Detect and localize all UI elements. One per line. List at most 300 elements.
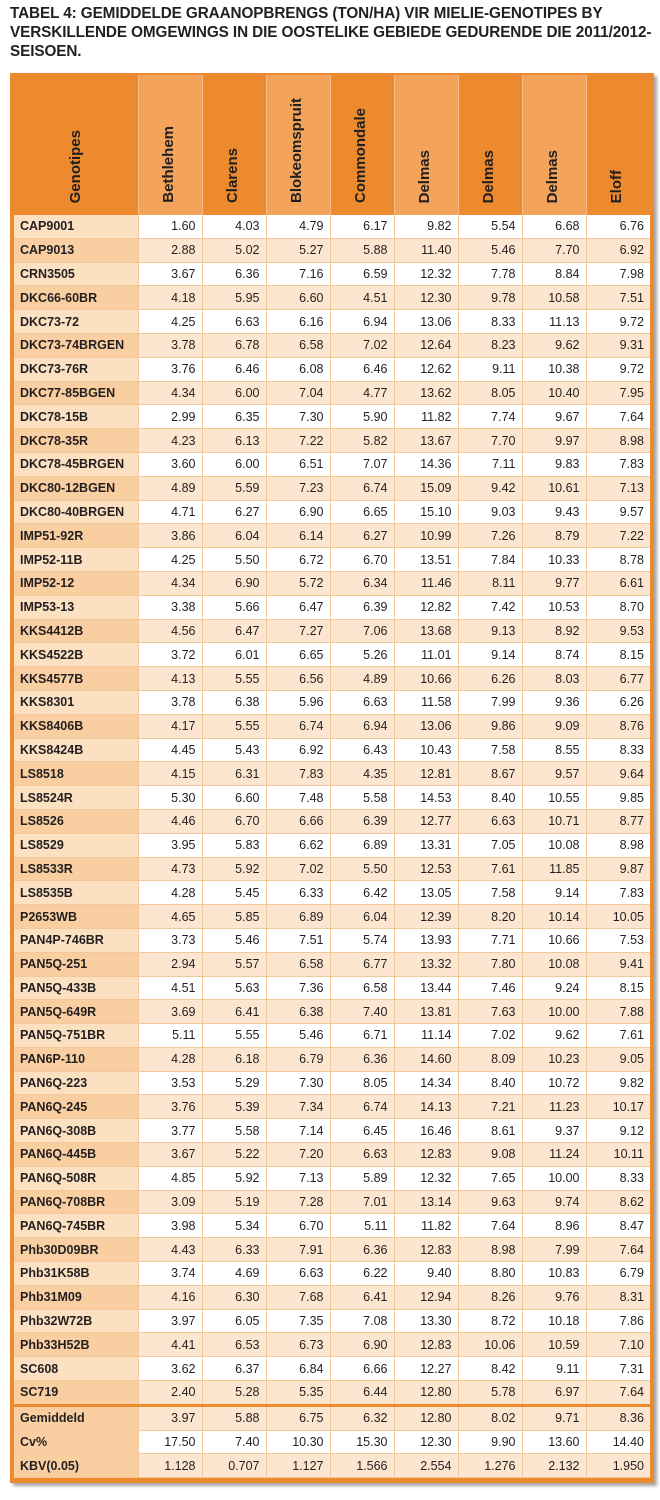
table-cell: 9.53 <box>586 619 650 643</box>
table-cell: 7.99 <box>458 690 522 714</box>
table-cell: 5.88 <box>330 238 394 262</box>
table-cell: 11.58 <box>394 690 458 714</box>
table-cell: 9.67 <box>522 405 586 429</box>
table-cell: 6.56 <box>266 667 330 691</box>
table-cell: 10.53 <box>522 595 586 619</box>
column-header-genotipes <box>14 75 138 215</box>
table-row <box>14 452 650 476</box>
table-cell: 7.88 <box>586 1000 650 1024</box>
table-cell: 7.40 <box>202 1430 266 1454</box>
table-title: TABEL 4: GEMIDDELDE GRAANOPBRENGS (TON/HA) VIR MIELIE-GENOTIPES BY VERSKILLENDE OMGEWINGS IN DIE OOSTELIKE GEBIEDE GEDURENDE DIE 2011/2012-SEISOEN. <box>10 5 652 60</box>
table-cell: 4.13 <box>138 667 202 691</box>
row-label: DKC73-76R <box>14 357 138 381</box>
table-cell: 6.34 <box>330 571 394 595</box>
row-label: KKS8406B <box>14 714 138 738</box>
table-cell: 6.62 <box>266 833 330 857</box>
table-cell: 4.69 <box>202 1262 266 1286</box>
table-cell: 6.53 <box>202 1333 266 1357</box>
table-cell: 13.30 <box>394 1309 458 1333</box>
table-cell: 6.22 <box>330 1262 394 1286</box>
table-row <box>14 1071 650 1095</box>
table-cell: 6.90 <box>266 500 330 524</box>
table-cell: 5.50 <box>330 857 394 881</box>
column-header-8 <box>586 75 650 215</box>
row-label: IMP51-92R <box>14 524 138 548</box>
table-cell: 8.98 <box>586 429 650 453</box>
table-cell: 6.90 <box>330 1333 394 1357</box>
table-cell: 7.11 <box>458 452 522 476</box>
table-cell: 7.36 <box>266 976 330 1000</box>
table-cell: 7.40 <box>330 1000 394 1024</box>
table-cell: 7.68 <box>266 1285 330 1309</box>
table-cell: 9.31 <box>586 333 650 357</box>
table-cell: 8.40 <box>458 786 522 810</box>
summary-row <box>14 1430 650 1454</box>
table-cell: 9.83 <box>522 452 586 476</box>
table-cell: 3.69 <box>138 1000 202 1024</box>
table-row <box>14 1143 650 1167</box>
table-row <box>14 1095 650 1119</box>
table-cell: 6.39 <box>330 595 394 619</box>
table-cell: 6.84 <box>266 1357 330 1381</box>
table-cell: 10.08 <box>522 833 586 857</box>
table-cell: 10.55 <box>522 786 586 810</box>
table-cell: 4.03 <box>202 215 266 238</box>
row-label: KKS8424B <box>14 738 138 762</box>
table-cell: 3.60 <box>138 452 202 476</box>
table-cell: 6.33 <box>202 1238 266 1262</box>
table-cell: 2.99 <box>138 405 202 429</box>
row-label: LS8533R <box>14 857 138 881</box>
table-row <box>14 571 650 595</box>
table-cell: 16.46 <box>394 1119 458 1143</box>
table-cell: 5.58 <box>330 786 394 810</box>
table-cell: 7.14 <box>266 1119 330 1143</box>
table-cell: 9.43 <box>522 500 586 524</box>
table-cell: 13.67 <box>394 429 458 453</box>
table-cell: 8.79 <box>522 524 586 548</box>
table-cell: 8.36 <box>586 1405 650 1430</box>
table-cell: 10.72 <box>522 1071 586 1095</box>
table-cell: 12.80 <box>394 1381 458 1406</box>
table-cell: 10.00 <box>522 1000 586 1024</box>
row-label: DKC78-35R <box>14 429 138 453</box>
table-cell: 5.57 <box>202 952 266 976</box>
table-cell: 10.00 <box>522 1166 586 1190</box>
table-cell: 5.92 <box>202 857 266 881</box>
table-cell: 15.30 <box>330 1430 394 1454</box>
row-label: DKC80-12BGEN <box>14 476 138 500</box>
table-cell: 6.05 <box>202 1309 266 1333</box>
row-label: IMP53-13 <box>14 595 138 619</box>
table-cell: 6.79 <box>266 1047 330 1071</box>
row-label: Phb31K58B <box>14 1262 138 1286</box>
table-cell: 8.72 <box>458 1309 522 1333</box>
table-cell: 6.45 <box>330 1119 394 1143</box>
table-cell: 8.55 <box>522 738 586 762</box>
column-header-label: Delmas <box>543 149 561 203</box>
table-cell: 5.54 <box>458 215 522 238</box>
table-cell: 6.47 <box>266 595 330 619</box>
table-cell: 11.82 <box>394 1214 458 1238</box>
table-cell: 10.59 <box>522 1333 586 1357</box>
row-label: DKC80-40BRGEN <box>14 500 138 524</box>
table-cell: 11.85 <box>522 857 586 881</box>
table-cell: 7.53 <box>586 928 650 952</box>
table-cell: 13.93 <box>394 928 458 952</box>
table-cell: 4.56 <box>138 619 202 643</box>
table-cell: 6.78 <box>202 333 266 357</box>
table-cell: 8.98 <box>586 833 650 857</box>
table-cell: 7.63 <box>458 1000 522 1024</box>
table-cell: 6.65 <box>266 643 330 667</box>
table-cell: 9.57 <box>586 500 650 524</box>
table-cell: 2.554 <box>394 1454 458 1478</box>
row-label: DKC77-85BGEN <box>14 381 138 405</box>
table-cell: 4.25 <box>138 310 202 334</box>
table-cell: 6.74 <box>266 714 330 738</box>
column-header-3 <box>266 75 330 215</box>
table-row <box>14 809 650 833</box>
row-label: KBV(0.05) <box>14 1454 138 1478</box>
row-label: SC719 <box>14 1381 138 1406</box>
table-cell: 5.96 <box>266 690 330 714</box>
table-cell: 5.58 <box>202 1119 266 1143</box>
table-cell: 6.04 <box>202 524 266 548</box>
table-cell: 5.59 <box>202 476 266 500</box>
table-cell: 5.27 <box>266 238 330 262</box>
table-cell: 14.13 <box>394 1095 458 1119</box>
row-label: DKC73-74BRGEN <box>14 333 138 357</box>
table-row <box>14 286 650 310</box>
table-cell: 6.00 <box>202 452 266 476</box>
table-cell: 3.76 <box>138 357 202 381</box>
table-row <box>14 952 650 976</box>
table-cell: 10.06 <box>458 1333 522 1357</box>
table-cell: 6.76 <box>586 215 650 238</box>
table-cell: 3.09 <box>138 1190 202 1214</box>
table-cell: 7.48 <box>266 786 330 810</box>
table-cell: 9.90 <box>458 1430 522 1454</box>
table-cell: 7.51 <box>266 928 330 952</box>
table-cell: 6.72 <box>266 548 330 572</box>
table-cell: 10.33 <box>522 548 586 572</box>
table-cell: 12.83 <box>394 1238 458 1262</box>
column-header-label: Delmas <box>415 149 433 203</box>
table-cell: 6.63 <box>330 1143 394 1167</box>
row-label: KKS8301 <box>14 690 138 714</box>
table-cell: 8.74 <box>522 643 586 667</box>
table-cell: 9.14 <box>458 643 522 667</box>
table-row <box>14 1119 650 1143</box>
table-cell: 9.77 <box>522 571 586 595</box>
table-cell: 6.27 <box>330 524 394 548</box>
table-cell: 8.23 <box>458 333 522 357</box>
table-cell: 13.44 <box>394 976 458 1000</box>
table-cell: 14.36 <box>394 452 458 476</box>
table-cell: 7.26 <box>458 524 522 548</box>
table-row <box>14 1190 650 1214</box>
table-cell: 8.84 <box>522 262 586 286</box>
table-cell: 7.64 <box>586 1238 650 1262</box>
table-cell: 5.39 <box>202 1095 266 1119</box>
table-cell: 4.51 <box>138 976 202 1000</box>
table-row <box>14 310 650 334</box>
table-cell: 5.30 <box>138 786 202 810</box>
table-cell: 6.94 <box>330 714 394 738</box>
table-cell: 6.01 <box>202 643 266 667</box>
table-cell: 7.08 <box>330 1309 394 1333</box>
table-cell: 12.62 <box>394 357 458 381</box>
row-label: KKS4577B <box>14 667 138 691</box>
table-cell: 8.26 <box>458 1285 522 1309</box>
table-cell: 4.43 <box>138 1238 202 1262</box>
table-cell: 13.06 <box>394 714 458 738</box>
table-cell: 15.09 <box>394 476 458 500</box>
table-row <box>14 1309 650 1333</box>
row-label: PAN6Q-308B <box>14 1119 138 1143</box>
table-cell: 10.66 <box>522 928 586 952</box>
table-cell: 6.41 <box>202 1000 266 1024</box>
table-cell: 14.40 <box>586 1430 650 1454</box>
table-cell: 6.70 <box>202 809 266 833</box>
table-row <box>14 1024 650 1048</box>
table-cell: 2.132 <box>522 1454 586 1478</box>
table-cell: 5.19 <box>202 1190 266 1214</box>
table-cell: 7.30 <box>266 405 330 429</box>
table-cell: 6.17 <box>330 215 394 238</box>
table-cell: 7.86 <box>586 1309 650 1333</box>
table-cell: 8.03 <box>522 667 586 691</box>
table-cell: 6.26 <box>458 667 522 691</box>
table-cell: 10.23 <box>522 1047 586 1071</box>
table-cell: 4.41 <box>138 1333 202 1357</box>
table-cell: 6.74 <box>330 476 394 500</box>
table-cell: 5.82 <box>330 429 394 453</box>
table-cell: 4.17 <box>138 714 202 738</box>
table-cell: 7.34 <box>266 1095 330 1119</box>
table-cell: 6.97 <box>522 1381 586 1406</box>
table-cell: 8.70 <box>586 595 650 619</box>
column-header-2 <box>202 75 266 215</box>
table-cell: 5.55 <box>202 1024 266 1048</box>
table-cell: 4.28 <box>138 881 202 905</box>
table-row <box>14 476 650 500</box>
table-cell: 6.66 <box>330 1357 394 1381</box>
table-cell: 5.11 <box>138 1024 202 1048</box>
table-cell: 6.70 <box>330 548 394 572</box>
row-label: PAN6Q-445B <box>14 1143 138 1167</box>
table-cell: 5.89 <box>330 1166 394 1190</box>
table-cell: 6.31 <box>202 762 266 786</box>
table-cell: 6.35 <box>202 405 266 429</box>
table-cell: 12.77 <box>394 809 458 833</box>
table-cell: 6.30 <box>202 1285 266 1309</box>
table-cell: 7.70 <box>522 238 586 262</box>
table-cell: 6.37 <box>202 1357 266 1381</box>
table-cell: 13.06 <box>394 310 458 334</box>
table-cell: 5.55 <box>202 667 266 691</box>
table-row <box>14 1214 650 1238</box>
table-cell: 12.64 <box>394 333 458 357</box>
table-cell: 8.76 <box>586 714 650 738</box>
table-cell: 9.78 <box>458 286 522 310</box>
table-cell: 5.90 <box>330 405 394 429</box>
row-label: Phb30D09BR <box>14 1238 138 1262</box>
table-cell: 3.73 <box>138 928 202 952</box>
table-cell: 5.95 <box>202 286 266 310</box>
row-label: PAN5Q-751BR <box>14 1024 138 1048</box>
table-cell: 8.15 <box>586 643 650 667</box>
table-cell: 12.82 <box>394 595 458 619</box>
table-cell: 8.40 <box>458 1071 522 1095</box>
table-cell: 8.42 <box>458 1357 522 1381</box>
table-cell: 9.57 <box>522 762 586 786</box>
table-cell: 6.61 <box>586 571 650 595</box>
table-cell: 3.72 <box>138 643 202 667</box>
table-cell: 10.08 <box>522 952 586 976</box>
table-cell: 7.98 <box>586 262 650 286</box>
table-cell: 7.02 <box>330 333 394 357</box>
table-cell: 8.96 <box>522 1214 586 1238</box>
table-cell: 8.11 <box>458 571 522 595</box>
table-cell: 1.128 <box>138 1454 202 1478</box>
row-label: Phb33H52B <box>14 1333 138 1357</box>
table-cell: 7.04 <box>266 381 330 405</box>
table-cell: 4.77 <box>330 381 394 405</box>
table-cell: 12.27 <box>394 1357 458 1381</box>
row-label: PAN5Q-649R <box>14 1000 138 1024</box>
table-cell: 3.76 <box>138 1095 202 1119</box>
table-cell: 11.46 <box>394 571 458 595</box>
table-cell: 3.78 <box>138 333 202 357</box>
table-cell: 7.31 <box>586 1357 650 1381</box>
table-cell: 6.43 <box>330 738 394 762</box>
table-cell: 7.64 <box>458 1214 522 1238</box>
table-cell: 5.74 <box>330 928 394 952</box>
table-cell: 6.58 <box>266 333 330 357</box>
table-cell: 3.97 <box>138 1405 202 1430</box>
table-cell: 4.25 <box>138 548 202 572</box>
table-cell: 5.43 <box>202 738 266 762</box>
summary-row <box>14 1454 650 1478</box>
table-cell: 5.28 <box>202 1381 266 1406</box>
table-cell: 4.16 <box>138 1285 202 1309</box>
table-cell: 9.85 <box>586 786 650 810</box>
table-cell: 11.82 <box>394 405 458 429</box>
table-cell: 12.83 <box>394 1143 458 1167</box>
table-cell: 7.10 <box>586 1333 650 1357</box>
table-row <box>14 333 650 357</box>
table-row <box>14 357 650 381</box>
table-cell: 8.62 <box>586 1190 650 1214</box>
column-header-label: Blokeomspruit <box>287 97 305 203</box>
table-cell: 9.42 <box>458 476 522 500</box>
table-cell: 14.34 <box>394 1071 458 1095</box>
table-row <box>14 643 650 667</box>
table-cell: 7.23 <box>266 476 330 500</box>
row-label: CAP9013 <box>14 238 138 262</box>
table-cell: 7.99 <box>522 1238 586 1262</box>
table-cell: 7.78 <box>458 262 522 286</box>
table-cell: 9.11 <box>458 357 522 381</box>
table-cell: 11.01 <box>394 643 458 667</box>
column-header-label: Commondale <box>351 107 369 203</box>
table-cell: 8.61 <box>458 1119 522 1143</box>
table-cell: 6.14 <box>266 524 330 548</box>
table-cell: 4.71 <box>138 500 202 524</box>
row-label: DKC73-72 <box>14 310 138 334</box>
table-row <box>14 690 650 714</box>
table-cell: 5.55 <box>202 714 266 738</box>
table-cell: 6.89 <box>330 833 394 857</box>
table-cell: 6.89 <box>266 905 330 929</box>
table-cell: 10.61 <box>522 476 586 500</box>
table-cell: 9.62 <box>522 1024 586 1048</box>
table-cell: 9.97 <box>522 429 586 453</box>
table-cell: 4.46 <box>138 809 202 833</box>
table-cell: 6.46 <box>202 357 266 381</box>
table-cell: 8.98 <box>458 1238 522 1262</box>
table-cell: 4.45 <box>138 738 202 762</box>
yield-table <box>14 75 650 1478</box>
table-cell: 8.02 <box>458 1405 522 1430</box>
table-cell: 9.82 <box>394 215 458 238</box>
table-cell: 7.13 <box>586 476 650 500</box>
table-cell: 6.32 <box>330 1405 394 1430</box>
table-cell: 10.43 <box>394 738 458 762</box>
table-row <box>14 1285 650 1309</box>
table-cell: 14.53 <box>394 786 458 810</box>
table-row <box>14 1262 650 1286</box>
table-cell: 6.16 <box>266 310 330 334</box>
row-label: KKS4412B <box>14 619 138 643</box>
table-cell: 13.62 <box>394 381 458 405</box>
table-cell: 6.04 <box>330 905 394 929</box>
table-cell: 8.47 <box>586 1214 650 1238</box>
table-cell: 13.31 <box>394 833 458 857</box>
table-cell: 9.37 <box>522 1119 586 1143</box>
column-header-7 <box>522 75 586 215</box>
table-cell: 9.11 <box>522 1357 586 1381</box>
table-cell: 11.23 <box>522 1095 586 1119</box>
table-cell: 4.15 <box>138 762 202 786</box>
table-cell: 7.22 <box>586 524 650 548</box>
table-cell: 6.41 <box>330 1285 394 1309</box>
row-label: DKC78-45BRGEN <box>14 452 138 476</box>
table-cell: 13.60 <box>522 1430 586 1454</box>
row-label: Phb31M09 <box>14 1285 138 1309</box>
table-cell: 3.86 <box>138 524 202 548</box>
row-label: PAN6Q-223 <box>14 1071 138 1095</box>
table-cell: 3.95 <box>138 833 202 857</box>
row-label: PAN6Q-745BR <box>14 1214 138 1238</box>
table-cell: 7.84 <box>458 548 522 572</box>
table-row <box>14 857 650 881</box>
table-cell: 6.92 <box>586 238 650 262</box>
row-label: PAN6Q-508R <box>14 1166 138 1190</box>
table-cell: 12.30 <box>394 1430 458 1454</box>
table-cell: 5.26 <box>330 643 394 667</box>
table-cell: 9.13 <box>458 619 522 643</box>
table-cell: 6.94 <box>330 310 394 334</box>
table-cell: 5.66 <box>202 595 266 619</box>
table-row <box>14 905 650 929</box>
table-cell: 14.60 <box>394 1047 458 1071</box>
table-cell: 6.65 <box>330 500 394 524</box>
table-cell: 13.32 <box>394 952 458 976</box>
column-header-4 <box>330 75 394 215</box>
